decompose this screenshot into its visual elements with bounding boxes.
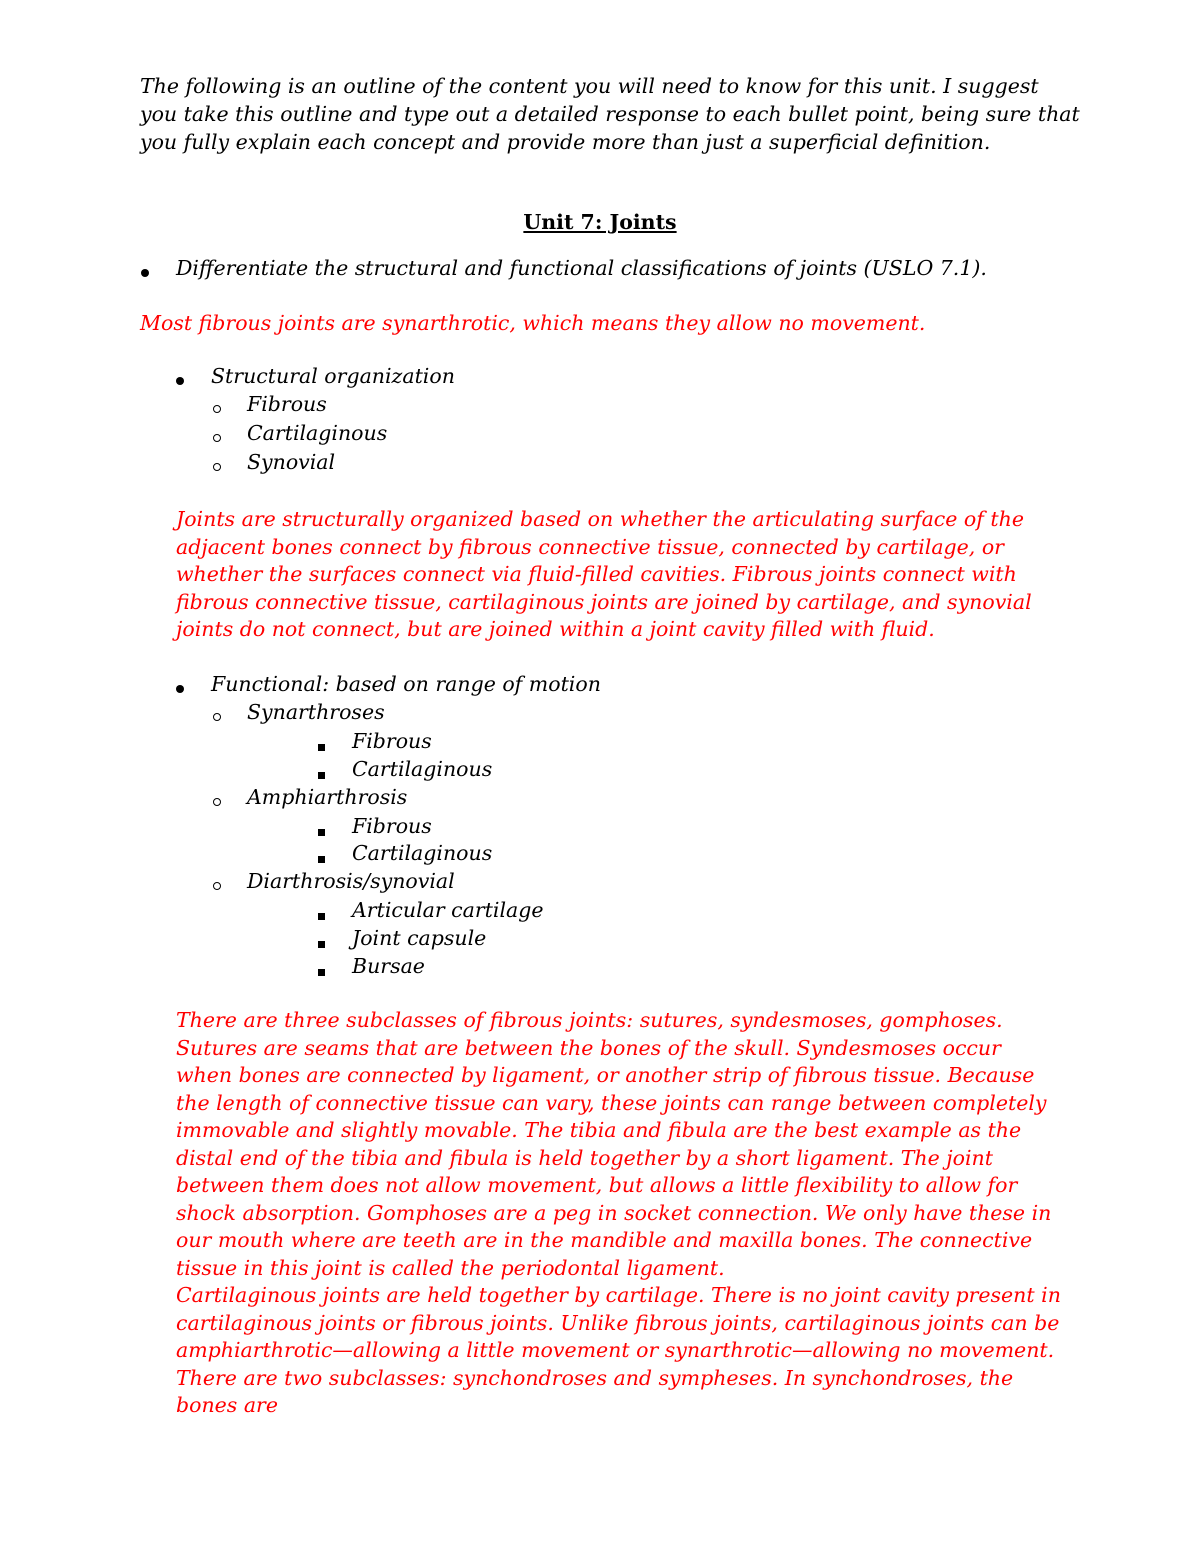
intro-paragraph: The following is an outline of the content you will need to know for this unit. I suggest you take this outline and type out a detailed response to each bullet point, being sure that you fully explain each concept and provide more than just a superficial definition.	[140, 74, 1080, 154]
bullet-dot-icon	[141, 256, 149, 284]
functional-label: Functional: based on range of motion	[211, 672, 601, 696]
bullet-square-icon	[318, 815, 325, 843]
answer-fibrous-movement: Most fibrous joints are synarthrotic, which means they allow no movement.	[140, 311, 926, 335]
answer-cartilaginous: Cartilaginous joints are held together by cartilage. There is no joint cavity present in cartilaginous joints or fibrous joints. Unlike fibrous joints, cartilaginous joints can be amphiarthrotic—allowing a little movement or synarthrotic—allowing no movement. There are two subclasses: synchondroses and sympheses. In synchondroses, the bones are	[176, 1283, 1061, 1417]
answer-structural: Joints are structurally organized based on whether the articulating surface of the adjacent bones connect by fibrous connective tissue, connected by cartilage, or whether the surfaces connect via fluid-filled cavities. Fibrous joints connect with fibrous connective tissue, cartilaginous joints are joined by cartilage, and synovial joints do not connect, but are joined within a joint cavity filled with fluid.	[176, 507, 1032, 641]
amphiarthrosis-item-fibrous: Fibrous	[352, 814, 432, 838]
synarthroses-item-cartilaginous: Cartilaginous	[352, 757, 493, 781]
diarthrosis-item-articular-cartilage: Articular cartilage	[352, 898, 544, 922]
structural-item-synovial: Synovial	[247, 450, 336, 474]
synarthroses-item-fibrous: Fibrous	[352, 729, 432, 753]
structural-item-cartilaginous: Cartilaginous	[247, 421, 388, 445]
bullet-square-icon	[318, 758, 325, 786]
functional-group-amphiarthrosis: Amphiarthrosis	[247, 785, 408, 809]
diarthrosis-item-joint-capsule: Joint capsule	[352, 926, 487, 950]
bullet-ring-icon	[213, 785, 221, 813]
bullet-square-icon	[318, 899, 325, 927]
bullet-square-icon	[318, 927, 325, 955]
bullet-ring-icon	[213, 700, 221, 728]
bullet-dot-icon	[176, 672, 184, 700]
structural-label: Structural organization	[211, 364, 455, 388]
diarthrosis-item-bursae: Bursae	[352, 954, 425, 978]
bullet-ring-icon	[213, 450, 221, 478]
bullet-ring-icon	[213, 421, 221, 449]
amphiarthrosis-item-cartilaginous: Cartilaginous	[352, 841, 493, 865]
objective-item: Differentiate the structural and functional classifications of joints (USLO 7.1).	[176, 256, 987, 280]
functional-group-synarthroses: Synarthroses	[247, 700, 385, 724]
structural-item-fibrous: Fibrous	[247, 392, 327, 416]
unit-title: Unit 7: Joints	[523, 210, 677, 234]
bullet-ring-icon	[213, 392, 221, 420]
bullet-square-icon	[318, 955, 325, 983]
bullet-dot-icon	[176, 364, 184, 392]
answer-fibrous-subclasses: There are three subclasses of fibrous joints: sutures, syndesmoses, gomphoses. Sutures are seams that are between the bones of the skull. Syndesmoses occur when bones are connected by ligament, or another strip of fibrous tissue. Because the length of connective tissue can vary, these joints can range between completely immovable and slightly movable. The tibia and fibula are the best example as the distal end of the tibia and fibula is held together by a short ligament. The joint between them does not allow movement, but allows a little flexibility to allow for shock absorption. Gomphoses are a peg in socket connection. We only have these in our mouth where are teeth are in the mandible and maxilla bones. The connective tissue in this joint is called the periodontal ligament.	[176, 1008, 1052, 1280]
functional-group-diarthrosis: Diarthrosis/synovial	[247, 869, 455, 893]
bullet-ring-icon	[213, 869, 221, 897]
bullet-square-icon	[318, 730, 325, 758]
bullet-square-icon	[318, 842, 325, 870]
